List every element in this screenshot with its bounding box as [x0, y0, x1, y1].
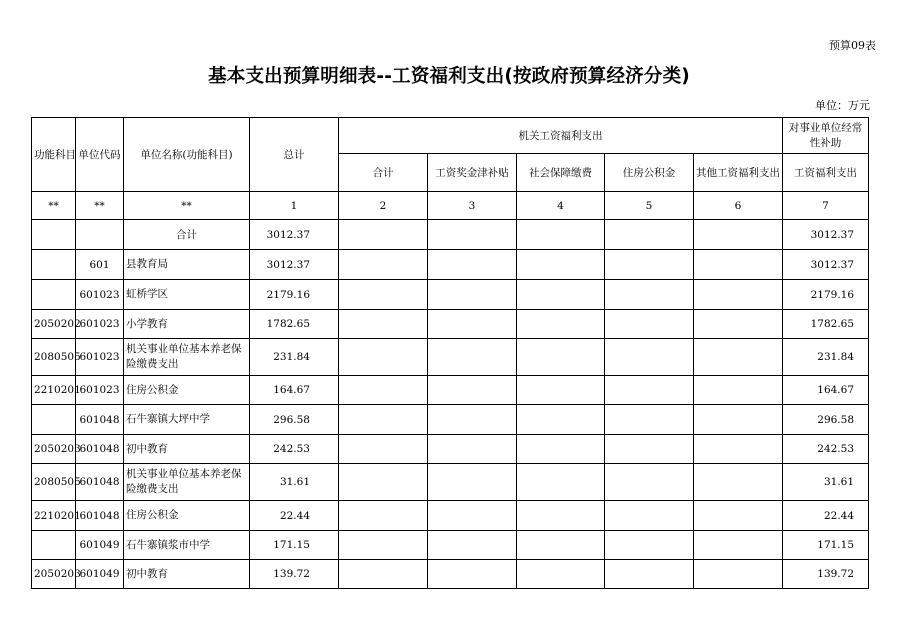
index-cell: 3 [428, 192, 517, 220]
index-cell: 7 [783, 192, 869, 220]
inst-salary-cell: 231.84 [783, 339, 869, 376]
sub-total-cell [339, 220, 428, 250]
housing-cell [605, 560, 694, 589]
header-unit-name: 单位名称(功能科目) [124, 118, 250, 192]
housing-cell [605, 531, 694, 560]
salary-cell [428, 310, 517, 339]
total-cell: 3012.37 [250, 220, 339, 250]
index-cell: ** [76, 192, 124, 220]
sub-total-cell [339, 405, 428, 435]
unit-name-cell: 石牛寨镇浆市中学 [124, 531, 250, 560]
social-cell [517, 310, 605, 339]
salary-cell [428, 280, 517, 310]
other-cell [694, 405, 783, 435]
social-cell [517, 435, 605, 464]
total-cell: 242.53 [250, 435, 339, 464]
table-row [32, 501, 869, 531]
unit-code-cell: 601049 [76, 531, 124, 560]
housing-cell [605, 280, 694, 310]
sub-total-cell [339, 501, 428, 531]
total-cell: 1782.65 [250, 310, 339, 339]
inst-salary-cell: 2179.16 [783, 280, 869, 310]
inst-salary-cell: 139.72 [783, 560, 869, 589]
table-row [32, 250, 869, 280]
index-cell: 6 [694, 192, 783, 220]
func-code-cell: 2080505 [32, 464, 76, 501]
unit-code-cell: 601048 [76, 464, 124, 501]
func-code-cell [32, 280, 76, 310]
other-cell [694, 464, 783, 501]
total-cell: 31.61 [250, 464, 339, 501]
unit-code-cell: 601023 [76, 339, 124, 376]
func-code-cell [32, 531, 76, 560]
unit-name-cell: 小学教育 [124, 310, 250, 339]
index-cell: ** [32, 192, 76, 220]
housing-cell [605, 220, 694, 250]
other-cell [694, 435, 783, 464]
total-cell: 3012.37 [250, 250, 339, 280]
header-func-code: 功能科目 [32, 118, 76, 192]
unit-name-cell: 住房公积金 [124, 376, 250, 405]
header-inst-salary: 工资福利支出 [783, 154, 869, 192]
social-cell [517, 531, 605, 560]
salary-cell [428, 250, 517, 280]
header-total: 总计 [250, 118, 339, 192]
total-cell: 171.15 [250, 531, 339, 560]
func-code-cell: 2050202 [32, 310, 76, 339]
index-cell: 2 [339, 192, 428, 220]
func-code-cell: 2050203 [32, 435, 76, 464]
table-row [32, 280, 869, 310]
other-cell [694, 220, 783, 250]
inst-salary-cell: 296.58 [783, 405, 869, 435]
social-cell [517, 280, 605, 310]
salary-cell [428, 376, 517, 405]
index-cell: 5 [605, 192, 694, 220]
table-body [32, 220, 869, 589]
func-code-cell: 2080505 [32, 339, 76, 376]
unit-label: 单位：万元 [815, 99, 870, 112]
housing-cell [605, 405, 694, 435]
other-cell [694, 376, 783, 405]
func-code-cell [32, 250, 76, 280]
func-code-cell: 2050203 [32, 560, 76, 589]
sub-total-cell [339, 560, 428, 589]
index-cell: 4 [517, 192, 605, 220]
unit-code-cell: 601 [76, 250, 124, 280]
unit-code-cell: 601023 [76, 280, 124, 310]
inst-salary-cell: 1782.65 [783, 310, 869, 339]
header-social: 社会保障缴费 [517, 154, 605, 192]
salary-cell [428, 464, 517, 501]
table-row [32, 405, 869, 435]
header-salary: 工资奖金津补贴 [428, 154, 517, 192]
total-cell: 2179.16 [250, 280, 339, 310]
housing-cell [605, 435, 694, 464]
social-cell [517, 339, 605, 376]
sub-total-cell [339, 280, 428, 310]
other-cell [694, 501, 783, 531]
unit-name-cell: 虹桥学区 [124, 280, 250, 310]
social-cell [517, 250, 605, 280]
housing-cell [605, 501, 694, 531]
sub-total-cell [339, 310, 428, 339]
social-cell [517, 501, 605, 531]
table-row [32, 560, 869, 589]
social-cell [517, 405, 605, 435]
inst-salary-cell: 242.53 [783, 435, 869, 464]
unit-name-cell: 初中教育 [124, 560, 250, 589]
inst-salary-cell: 3012.37 [783, 250, 869, 280]
unit-name-cell: 机关事业单位基本养老保险缴费支出 [124, 464, 250, 501]
header-unit-code: 单位代码 [76, 118, 124, 192]
table-row [32, 531, 869, 560]
social-cell [517, 560, 605, 589]
table-header [32, 118, 869, 220]
total-cell: 296.58 [250, 405, 339, 435]
unit-name-cell: 住房公积金 [124, 501, 250, 531]
header-other: 其他工资福利支出 [694, 154, 783, 192]
social-cell [517, 464, 605, 501]
unit-code-cell [76, 220, 124, 250]
table-row [32, 220, 869, 250]
housing-cell [605, 310, 694, 339]
header-org-group: 机关工资福利支出 [339, 118, 783, 154]
salary-cell [428, 405, 517, 435]
total-cell: 139.72 [250, 560, 339, 589]
other-cell [694, 560, 783, 589]
salary-cell [428, 560, 517, 589]
index-row [32, 192, 869, 220]
func-code-cell [32, 405, 76, 435]
inst-salary-cell: 31.61 [783, 464, 869, 501]
inst-salary-cell: 164.67 [783, 376, 869, 405]
inst-salary-cell: 22.44 [783, 501, 869, 531]
other-cell [694, 531, 783, 560]
unit-code-cell: 601048 [76, 405, 124, 435]
salary-cell [428, 531, 517, 560]
unit-name-cell: 合计 [124, 220, 250, 250]
inst-salary-cell: 3012.37 [783, 220, 869, 250]
salary-cell [428, 501, 517, 531]
inst-salary-cell: 171.15 [783, 531, 869, 560]
table-row [32, 376, 869, 405]
header-sub-total: 合计 [339, 154, 428, 192]
social-cell [517, 376, 605, 405]
unit-code-cell: 601023 [76, 376, 124, 405]
total-cell: 22.44 [250, 501, 339, 531]
social-cell [517, 220, 605, 250]
unit-code-cell: 601048 [76, 501, 124, 531]
salary-cell [428, 220, 517, 250]
salary-cell [428, 435, 517, 464]
unit-name-cell: 机关事业单位基本养老保险缴费支出 [124, 339, 250, 376]
page-title: 基本支出预算明细表--工资福利支出(按政府预算经济分类) [208, 66, 690, 87]
form-number: 预算09表 [829, 39, 876, 52]
housing-cell [605, 464, 694, 501]
header-inst-group: 对事业单位经常性补助 [783, 118, 869, 154]
func-code-cell: 2210201 [32, 501, 76, 531]
table-row [32, 464, 869, 501]
housing-cell [605, 339, 694, 376]
other-cell [694, 280, 783, 310]
sub-total-cell [339, 339, 428, 376]
func-code-cell: 2210201 [32, 376, 76, 405]
other-cell [694, 250, 783, 280]
index-cell: 1 [250, 192, 339, 220]
housing-cell [605, 376, 694, 405]
func-code-cell [32, 220, 76, 250]
table-row [32, 435, 869, 464]
sub-total-cell [339, 464, 428, 501]
table-row [32, 339, 869, 376]
sub-total-cell [339, 435, 428, 464]
unit-name-cell: 县教育局 [124, 250, 250, 280]
sub-total-cell [339, 531, 428, 560]
index-cell: ** [124, 192, 250, 220]
sub-total-cell [339, 250, 428, 280]
header-housing: 住房公积金 [605, 154, 694, 192]
table-row [32, 310, 869, 339]
unit-name-cell: 初中教育 [124, 435, 250, 464]
housing-cell [605, 250, 694, 280]
unit-name-cell: 石牛寨镇大坪中学 [124, 405, 250, 435]
sub-total-cell [339, 376, 428, 405]
budget-table [31, 117, 869, 589]
unit-code-cell: 601049 [76, 560, 124, 589]
total-cell: 231.84 [250, 339, 339, 376]
unit-code-cell: 601023 [76, 310, 124, 339]
total-cell: 164.67 [250, 376, 339, 405]
other-cell [694, 339, 783, 376]
other-cell [694, 310, 783, 339]
unit-code-cell: 601048 [76, 435, 124, 464]
salary-cell [428, 339, 517, 376]
